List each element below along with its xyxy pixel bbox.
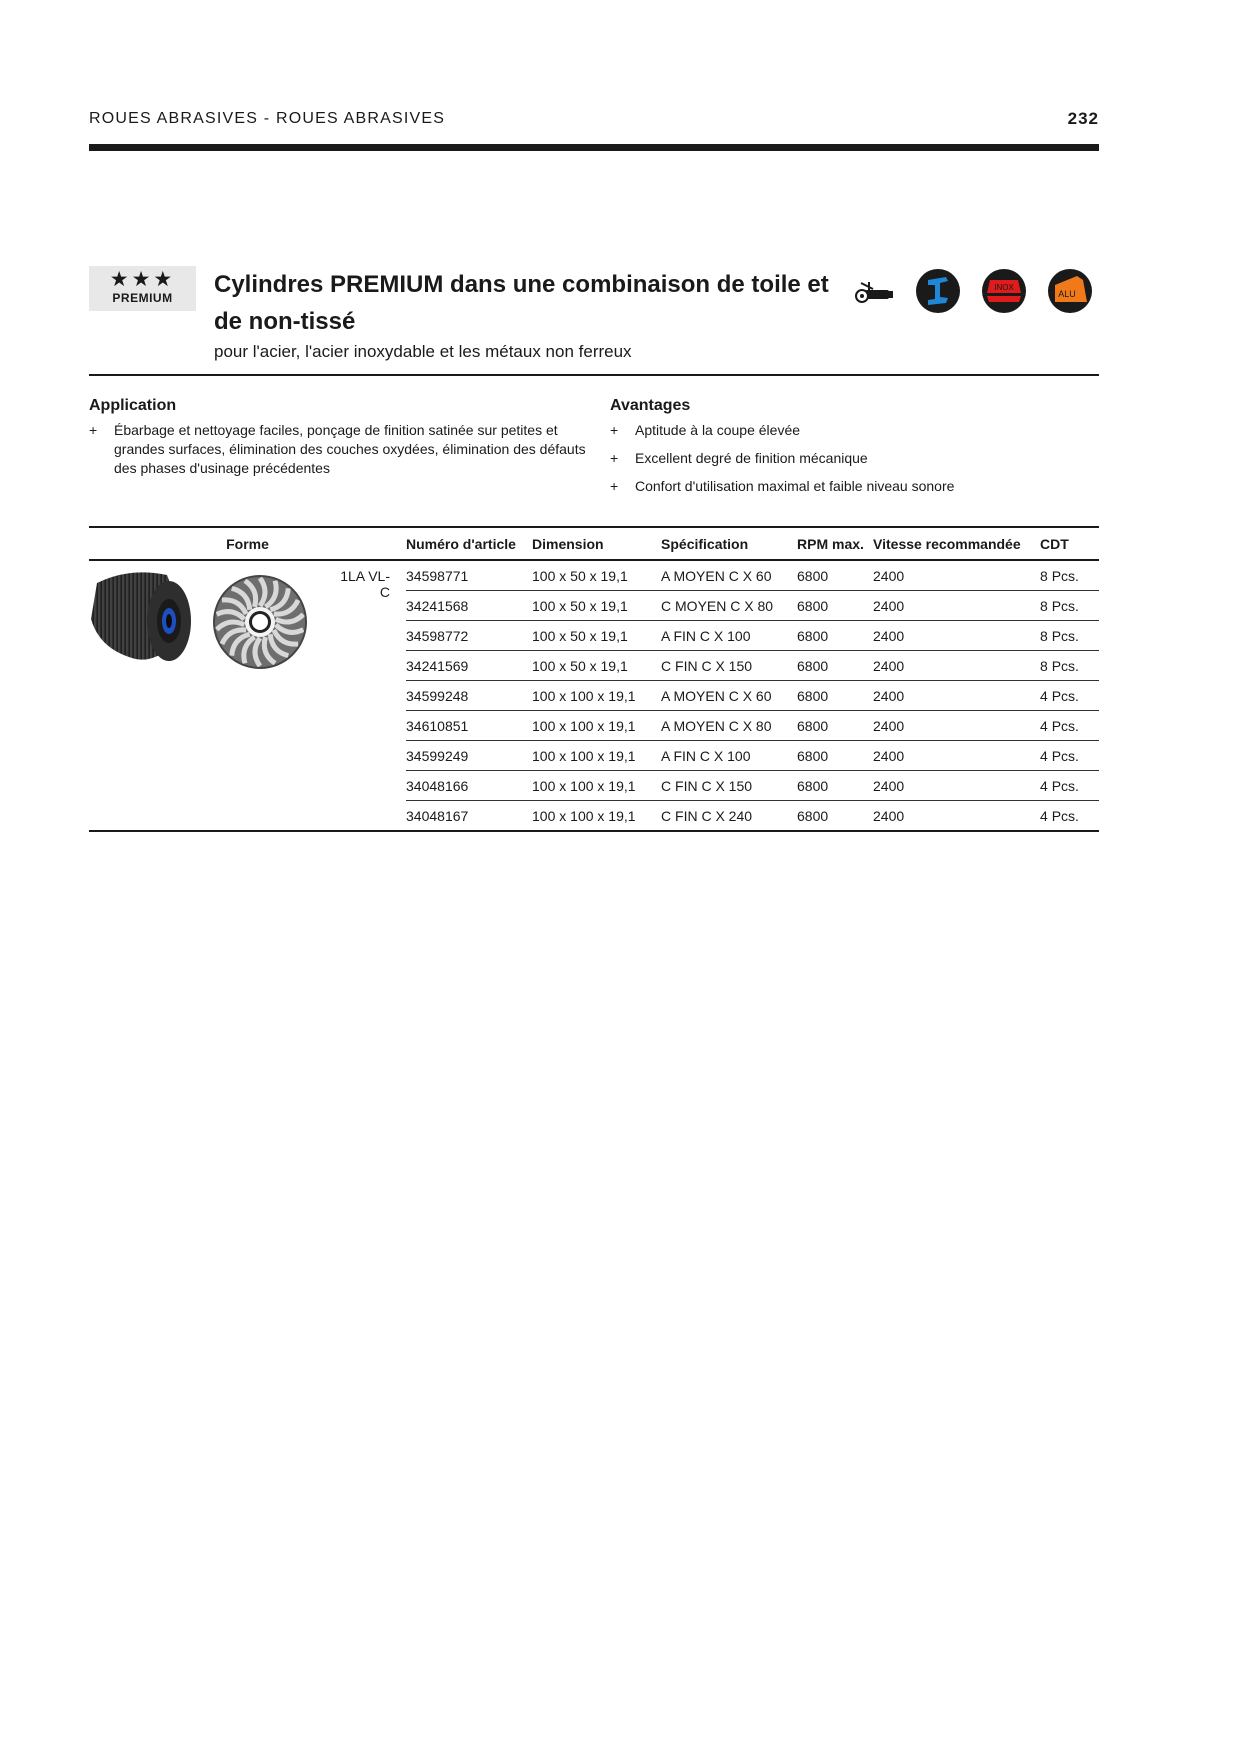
- cell-speed: 2400: [873, 801, 1040, 832]
- col-header-speed: Vitesse recommandée: [873, 527, 1040, 560]
- cell-cdt: 4 Pcs.: [1040, 741, 1099, 771]
- col-header-spec: Spécification: [661, 527, 797, 560]
- title-divider: [89, 374, 1099, 376]
- cell-spec: C MOYEN C X 80: [661, 591, 797, 621]
- article-table: [89, 526, 1099, 832]
- material-icons: [851, 268, 1099, 316]
- product-photo: [89, 561, 319, 681]
- cell-spec: A FIN C X 100: [661, 741, 797, 771]
- list-item: [610, 477, 1090, 496]
- svg-text:INOX: INOX: [994, 283, 1014, 292]
- cell-rpm: 6800: [797, 560, 873, 591]
- stars-icon: ★★★: [109, 268, 176, 291]
- disc-photo: [214, 576, 306, 668]
- cell-cdt: 8 Pcs.: [1040, 621, 1099, 651]
- cell-speed: 2400: [873, 771, 1040, 801]
- cell-cdt: 8 Pcs.: [1040, 591, 1099, 621]
- cell-speed: 2400: [873, 651, 1040, 681]
- angle-grinder-icon: [851, 268, 897, 314]
- cell-speed: 2400: [873, 591, 1040, 621]
- cylinder-photo: [91, 572, 191, 661]
- col-header-cdt: CDT: [1040, 527, 1099, 560]
- cell-spec: C FIN C X 240: [661, 801, 797, 832]
- application-list: [89, 421, 589, 478]
- col-header-forme: Forme: [89, 527, 406, 560]
- page-number: 232: [1067, 109, 1099, 128]
- cell-speed: 2400: [873, 560, 1040, 591]
- cell-rpm: 6800: [797, 771, 873, 801]
- cell-cdt: 4 Pcs.: [1040, 711, 1099, 741]
- list-item: [610, 421, 1090, 440]
- cell-dimension: 100 x 100 x 19,1: [532, 741, 661, 771]
- cell-cdt: 4 Pcs.: [1040, 801, 1099, 832]
- application-text: Ébarbage et nettoyage faciles, ponçage de finition satinée sur petites et grandes surfaces, élimination des couches oxydées, élimination des défauts des phases d'usinage précédentes: [114, 422, 586, 476]
- table-row: [89, 560, 1099, 591]
- cell-rpm: 6800: [797, 711, 873, 741]
- cell-article: 34598771: [406, 560, 532, 591]
- cell-spec: A MOYEN C X 80: [661, 711, 797, 741]
- header-divider: [89, 144, 1099, 151]
- forme-code: 1LA VL-C: [331, 560, 406, 831]
- cell-rpm: 6800: [797, 741, 873, 771]
- product-title: Cylindres PREMIUM dans une combinaison de toile et de non-tissé: [214, 271, 829, 335]
- cell-rpm: 6800: [797, 621, 873, 651]
- col-header-article: Numéro d'article: [406, 527, 532, 560]
- cell-spec: C FIN C X 150: [661, 651, 797, 681]
- cell-article: 34599248: [406, 681, 532, 711]
- cell-rpm: 6800: [797, 591, 873, 621]
- premium-label: PREMIUM: [112, 291, 173, 305]
- plus-icon: +: [610, 478, 619, 494]
- application-heading: Application: [89, 397, 177, 414]
- cell-dimension: 100 x 50 x 19,1: [532, 651, 661, 681]
- cell-speed: 2400: [873, 681, 1040, 711]
- cell-article: 34241568: [406, 591, 532, 621]
- svg-text:ALU: ALU: [1058, 289, 1076, 299]
- plus-icon: +: [610, 422, 619, 438]
- cell-article: 34048166: [406, 771, 532, 801]
- cell-speed: 2400: [873, 711, 1040, 741]
- cell-speed: 2400: [873, 621, 1040, 651]
- cell-article: 34598772: [406, 621, 532, 651]
- alu-icon: [1047, 268, 1093, 314]
- cell-spec: A MOYEN C X 60: [661, 560, 797, 591]
- page-header: [89, 110, 1099, 132]
- cell-dimension: 100 x 100 x 19,1: [532, 711, 661, 741]
- cell-cdt: 4 Pcs.: [1040, 771, 1099, 801]
- cell-cdt: 8 Pcs.: [1040, 651, 1099, 681]
- cell-article: 34599249: [406, 741, 532, 771]
- cell-rpm: 6800: [797, 651, 873, 681]
- product-subtitle: pour l'acier, l'acier inoxydable et les métaux non ferreux: [214, 342, 632, 361]
- product-images: [89, 560, 331, 831]
- table-header-row: [89, 527, 1099, 560]
- cell-dimension: 100 x 50 x 19,1: [532, 560, 661, 591]
- cell-cdt: 8 Pcs.: [1040, 560, 1099, 591]
- col-header-dimension: Dimension: [532, 527, 661, 560]
- cell-article: 34048167: [406, 801, 532, 832]
- list-item: [89, 421, 589, 478]
- cell-speed: 2400: [873, 741, 1040, 771]
- inox-icon: [981, 268, 1027, 314]
- cell-cdt: 4 Pcs.: [1040, 681, 1099, 711]
- advantage-text: Aptitude à la coupe élevée: [635, 422, 801, 438]
- col-header-rpm: RPM max.: [797, 527, 873, 560]
- cell-article: 34241569: [406, 651, 532, 681]
- cell-dimension: 100 x 100 x 19,1: [532, 801, 661, 832]
- plus-icon: +: [610, 450, 619, 466]
- cell-dimension: 100 x 100 x 19,1: [532, 771, 661, 801]
- cell-article: 34610851: [406, 711, 532, 741]
- advantage-text: Excellent degré de finition mécanique: [635, 450, 868, 466]
- cell-rpm: 6800: [797, 801, 873, 832]
- cell-spec: C FIN C X 150: [661, 771, 797, 801]
- cell-rpm: 6800: [797, 681, 873, 711]
- steel-beam-icon: [915, 268, 961, 314]
- section-title: ROUES ABRASIVES - ROUES ABRASIVES: [89, 110, 446, 127]
- cell-dimension: 100 x 50 x 19,1: [532, 591, 661, 621]
- catalog-page: [89, 0, 1099, 1754]
- cell-dimension: 100 x 100 x 19,1: [532, 681, 661, 711]
- cell-spec: A MOYEN C X 60: [661, 681, 797, 711]
- cell-spec: A FIN C X 100: [661, 621, 797, 651]
- cell-dimension: 100 x 50 x 19,1: [532, 621, 661, 651]
- premium-badge: [89, 266, 196, 311]
- advantages-list: [610, 421, 1090, 505]
- list-item: [610, 449, 1090, 468]
- advantages-heading: Avantages: [610, 397, 691, 414]
- advantage-text: Confort d'utilisation maximal et faible niveau sonore: [635, 478, 955, 494]
- plus-icon: +: [89, 422, 98, 438]
